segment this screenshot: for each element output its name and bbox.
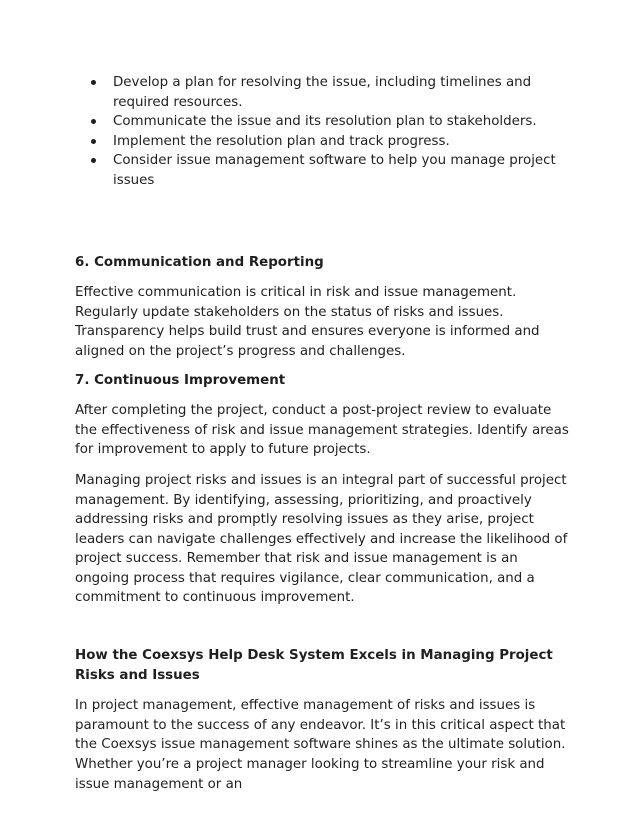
bullet-icon (91, 158, 96, 163)
list-item-text: Communicate the issue and its resolution plan to stakeholders. (113, 114, 537, 130)
bullet-list (75, 73, 576, 191)
summary-paragraph: Managing project risks and issues is an integral part of successful project management. By identifying, assessing, prioritizing, and proactively addressing risks and promptly resolving issues as they arise, project leaders can navigate challenges effectively and increase the likelihood of project success. Remember that risk and issue management is an ongoing process that requires vigilance, clear communication, and a commitment to continuous improvement. (75, 472, 568, 606)
section-7-heading: 7. Continuous Improvement (75, 372, 286, 388)
section-6-heading: 6. Communication and Reporting (75, 254, 324, 270)
list-item (75, 73, 576, 112)
coexsys-body: In project management, effective management of risks and issues is paramount to the success of any endeavor. It’s in this critical aspect that the Coexsys issue management software shines as the ultimate solution. Whether you’re a project manager looking to streamline your risk and issue management or an (75, 698, 566, 792)
section-7-body: After completing the project, conduct a post-project review to evaluate the effectiveness of risk and issue management strategies. Identify areas for improvement to apply to future projects. (75, 403, 569, 458)
coexsys-heading: How the Coexsys Help Desk System Excels in Managing Project Risks and Issues (75, 648, 553, 683)
list-item-text: Develop a plan for resolving the issue, including timelines and required resources. (113, 75, 532, 110)
bullet-icon (91, 119, 96, 124)
list-item-text: Consider issue management software to help you manage project issues (113, 153, 556, 188)
list-item (75, 151, 576, 190)
bullet-icon (91, 80, 96, 85)
bullet-icon (91, 139, 96, 144)
list-item (75, 112, 576, 132)
list-item-text: Implement the resolution plan and track progress. (113, 133, 450, 149)
section-6-body: Effective communication is critical in risk and issue management. Regularly update stakeholders on the status of risks and issues. Transparency helps build trust and ensures everyone is informed and aligned on the project’s progress and challenges. (75, 285, 540, 359)
list-item (75, 132, 576, 152)
